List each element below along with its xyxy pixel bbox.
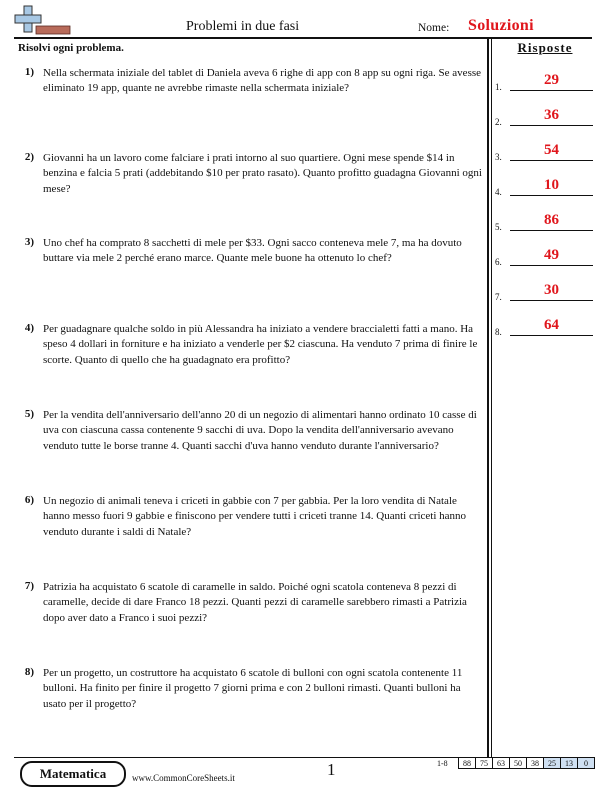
question-number: 4) — [24, 322, 34, 334]
score-cell: 88 — [459, 758, 476, 769]
question-text: Un negozio di animali teneva i criceti in gabbie con 7 per gabbia. Per la loro vendita di Natale hanno messo fuori 9 gabbie e finiscono per vendere tutti i criceti tranne 14. Quanti criceti hanno venduto durante i saldi di Natale? — [43, 495, 467, 538]
header-divider — [14, 37, 592, 39]
answer-line — [510, 125, 593, 126]
answer-value: 86 — [544, 212, 559, 228]
question-text: Uno chef ha comprato 8 sacchetti di mele per $33. Ogni sacco conteneva mele 7, ma ha dovuto buttare via mele 2 perché erano marce. Quante mele buone ha ottenuto lo chef? — [43, 237, 462, 265]
score-table — [458, 757, 595, 769]
answer-number: 1. — [495, 82, 502, 92]
question-number: 3) — [24, 236, 34, 248]
answer-3 — [495, 142, 595, 162]
question-number: 2) — [24, 151, 34, 163]
answer-line — [510, 265, 593, 266]
answer-6 — [495, 247, 595, 267]
question-text: Giovanni ha un lavoro come falciare i prati intorno al suo quartiere. Ogni mese spende $14 in benzina e falcia 5 prati (addebitando $10 per prato rasato). Quanto profitto guadagna Giovanni ogni mese? — [43, 152, 482, 195]
score-cell: 50 — [510, 758, 527, 769]
question-number: 6) — [24, 494, 34, 506]
answer-value: 29 — [544, 72, 559, 88]
question-number: 7) — [24, 580, 34, 592]
answer-number: 8. — [495, 327, 502, 337]
page-title: Problemi in due fasi — [186, 19, 300, 34]
answer-line — [510, 160, 593, 161]
question-text: Per guadagnare qualche soldo in più Alessandra ha iniziato a vendere braccialetti fatti a mano. Ha speso 4 dollari in forniture e ha iniziato a venderle per $2 ciascuna. Ha venduto 7 prima di finire le scorte. Quanto di quello che ha guadagnato era profitto? — [43, 323, 478, 366]
answer-value: 10 — [544, 177, 559, 193]
question-text: Per la vendita dell'anniversario dell'anno 20 di un negozio di alimentari hanno ordinato 10 casse di uva con ciascuna cassa contenente 9 sacchi di uva. Dopo la vendita dell'anniversario avevano venduto tutte le borse tranne 4. Quanti sacchi d'uva hanno venduto durante l'anniversario? — [43, 409, 477, 452]
answer-number: 5. — [495, 222, 502, 232]
answer-value: 30 — [544, 282, 559, 298]
name-label: Nome: — [418, 22, 450, 34]
score-range-label: 1-8 — [437, 759, 448, 768]
answer-column-divider — [487, 37, 489, 757]
answer-number: 3. — [495, 152, 502, 162]
site-url[interactable]: www.CommonCoreSheets.it — [132, 773, 235, 783]
answer-value: 54 — [544, 142, 559, 158]
answer-line — [510, 230, 593, 231]
answer-1 — [495, 72, 595, 92]
score-cell: 38 — [527, 758, 544, 769]
question-number: 8) — [24, 666, 34, 678]
answer-5 — [495, 212, 595, 232]
question-text: Nella schermata iniziale del tablet di Daniela aveva 6 righe di app con 8 app su ogni riga. Se avesse eliminato 19 app, quante ne avrebbe rimaste nella schermata iniziale? — [43, 67, 482, 95]
plus-logo-icon — [14, 5, 72, 35]
answer-number: 4. — [495, 187, 502, 197]
score-cell: 63 — [493, 758, 510, 769]
solutions-label: Soluzioni — [468, 17, 534, 34]
answer-value: 64 — [544, 317, 559, 333]
subject-badge: Matematica — [20, 761, 126, 787]
answer-number: 6. — [495, 257, 502, 267]
score-cell: 0 — [578, 758, 595, 769]
answer-column-divider-inner — [491, 37, 492, 757]
answer-line — [510, 90, 593, 91]
answer-line — [510, 335, 593, 336]
answer-4 — [495, 177, 595, 197]
answer-2 — [495, 107, 595, 127]
answer-7 — [495, 282, 595, 302]
score-cell: 75 — [476, 758, 493, 769]
answer-number: 7. — [495, 292, 502, 302]
answer-value: 36 — [544, 107, 559, 123]
answer-line — [510, 195, 593, 196]
question-number: 1) — [24, 66, 34, 78]
answer-line — [510, 300, 593, 301]
answer-8 — [495, 317, 595, 337]
answer-number: 2. — [495, 117, 502, 127]
score-cell: 25 — [544, 758, 561, 769]
question-text: Patrizia ha acquistato 6 scatole di caramelle in saldo. Poiché ogni scatola conteneva 8 pezzi di caramelle, decide di dare Franco 18 pezzi. Quanti pezzi di caramelle sarebbero rimasti a Patrizia dopo aver dato a Franco i suoi pezzi? — [43, 581, 467, 624]
score-cell: 13 — [561, 758, 578, 769]
instructions: Risolvi ogni problema. — [18, 42, 124, 54]
page-number: 1 — [327, 760, 336, 779]
answer-value: 49 — [544, 247, 559, 263]
question-text: Per un progetto, un costruttore ha acquistato 6 scatole di bulloni con ogni scatola contenente 11 bulloni. Ha finito per finire il progetto 7 giorni prima e con 2 bulloni rimasti. Quanti bulloni ha usato per il progetto? — [43, 667, 463, 710]
answers-header: Risposte — [517, 40, 573, 55]
question-number: 5) — [24, 408, 34, 420]
